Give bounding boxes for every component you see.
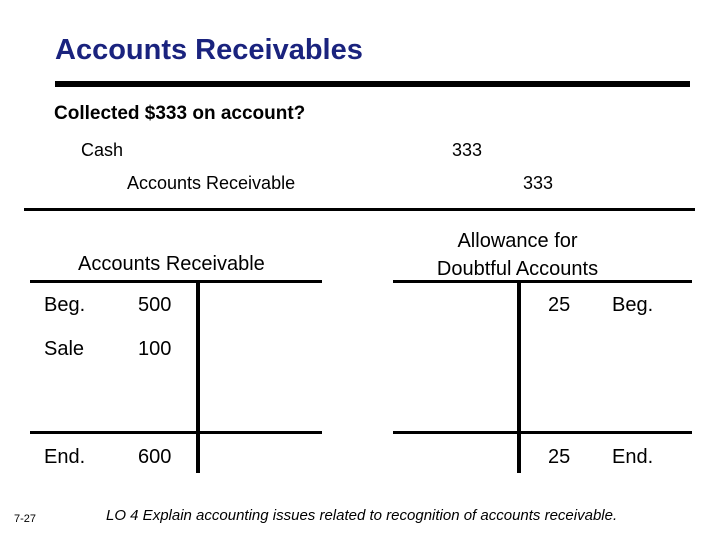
credit-amount: 333: [523, 173, 554, 193]
t-account-right-title-line1: Allowance for: [457, 230, 578, 252]
credit-account: Accounts Receivable: [127, 173, 296, 193]
t-account-right-top-line: [393, 280, 692, 283]
right-row-end-value: 25: [548, 446, 571, 468]
debit-amount: 333: [452, 140, 483, 160]
t-account-left-top-line: [30, 280, 322, 283]
slide-number: 7-27: [14, 513, 37, 525]
left-row-sale-label: Sale: [44, 338, 85, 360]
slide-title: Accounts Receivables: [55, 34, 363, 66]
left-row-end-label: End.: [44, 446, 86, 468]
debit-account: Cash: [81, 140, 124, 160]
left-row-end-value: 600: [138, 446, 172, 468]
left-row-beg-value: 500: [138, 294, 172, 316]
left-row-sale-value: 100: [138, 338, 172, 360]
title-divider: [55, 81, 690, 87]
t-account-right-title: [395, 227, 640, 283]
right-row-beg-value: 25: [548, 294, 571, 316]
t-account-right-total-line: [393, 431, 692, 434]
learning-objective: LO 4 Explain accounting issues related to recognition of accounts receivable.: [106, 507, 618, 524]
left-row-beg-label: Beg.: [44, 294, 86, 316]
t-account-right-title-line2: Doubtful Accounts: [436, 258, 599, 280]
t-account-left-total-line: [30, 431, 322, 434]
question-text: Collected $333 on account?: [54, 103, 306, 124]
t-account-left-title: Accounts Receivable: [78, 253, 265, 275]
entry-divider: [24, 208, 695, 211]
right-row-end-label: End.: [612, 446, 654, 468]
t-account-left-vertical-line: [196, 283, 200, 473]
t-account-right-vertical-line: [517, 283, 521, 473]
right-row-beg-label: Beg.: [612, 294, 654, 316]
